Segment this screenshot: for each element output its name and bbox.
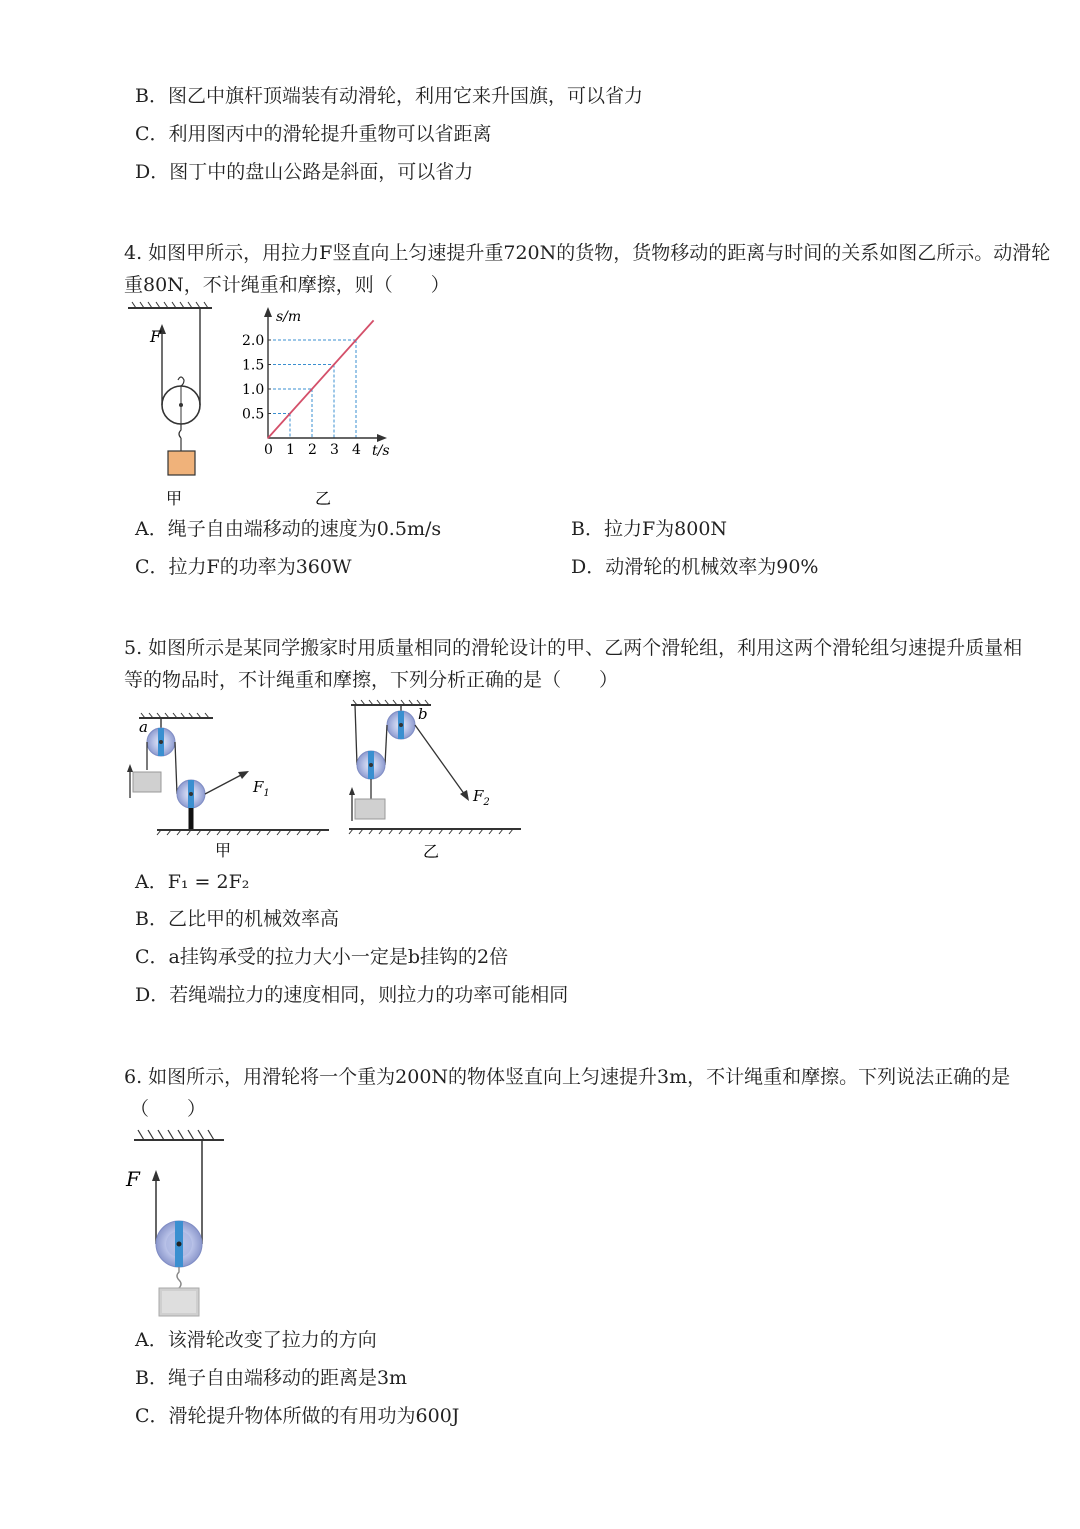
q5-fig-label-right: 乙 [423, 842, 440, 861]
q4-x-tick-label: 1 [286, 442, 295, 458]
q4-y-tick-label: 2.0 [242, 333, 265, 349]
q4-y-tick-label: 1.0 [242, 382, 265, 398]
q4-x-tick-label: 4 [352, 442, 361, 458]
q5-option-b: B．乙比甲的机械效率高 [135, 908, 339, 930]
q6-pulley-figure [120, 1120, 235, 1325]
q5-hook-a: a [139, 718, 148, 736]
q4-y-tick-label: 0.5 [242, 406, 265, 423]
q5-f2-label: $F_2$ [473, 787, 490, 808]
q4-option-b: B．拉力F为800N [571, 518, 728, 540]
q6-option-c: C．滑轮提升物体所做的有用功为600J [135, 1405, 460, 1427]
q6-stem-line2: （ ） [130, 1098, 207, 1120]
q4-series-line [268, 320, 374, 438]
q4-option-d: D．动滑轮的机械效率为90% [571, 556, 819, 578]
q4-data-point [355, 339, 357, 341]
q6-option-a: A．该滑轮改变了拉力的方向 [135, 1329, 377, 1351]
q6-stem-line1: 6. 如图所示，用滑轮将一个重为200N的物体竖直向上匀速提升3m，不计绳重和摩擦。下列说法正确的是 [124, 1066, 1011, 1088]
q6-option-b: B．绳子自由端移动的距离是3m [135, 1367, 408, 1389]
q5-stem-line2: 等的物品时，不计绳重和摩擦，下列分析正确的是（ ） [124, 669, 619, 691]
q4-x-tick-label: 0 [264, 442, 273, 458]
q5-fig-label-left: 甲 [215, 841, 232, 860]
q5-option-a: A．F₁ = 2F₂ [135, 871, 250, 893]
q6-force-label: F [126, 1167, 140, 1191]
q4-force-label: F [150, 327, 162, 346]
q3-option-c: C．利用图丙中的滑轮提升重物可以省距离 [135, 123, 492, 145]
q5-f1-label: $F_1$ [253, 778, 270, 799]
q4-y-axis-label: s/m [276, 309, 302, 325]
q4-stem-line1: 4. 如图甲所示，用拉力F竖直向上匀速提升重720N的货物，货物移动的距离与时间的关系如图乙所示。动滑轮 [124, 242, 1051, 264]
q5-pulley-system-yi [345, 697, 530, 865]
q4-st-chart [235, 305, 410, 510]
q4-option-c: C．拉力F的功率为360W [135, 556, 352, 578]
q4-fig-label-left: 甲 [166, 489, 183, 508]
q4-data-point [333, 364, 335, 366]
q5-option-c: C．a挂钩承受的拉力大小一定是b挂钩的2倍 [135, 946, 509, 968]
q3-option-b: B．图乙中旗杆顶端装有动滑轮，利用它来升国旗，可以省力 [135, 85, 643, 107]
q4-x-tick-label: 2 [308, 442, 317, 458]
q4-x-axis-label: t/s [372, 443, 390, 459]
q4-stem-line2: 重80N，不计绳重和摩擦，则（ ） [124, 274, 450, 296]
q4-data-point [311, 388, 313, 390]
q4-fig-label-right: 乙 [315, 489, 332, 508]
q5-stem-line1: 5. 如图所示是某同学搬家时用质量相同的滑轮设计的甲、乙两个滑轮组，利用这两个滑轮组匀速提升质量相 [124, 637, 1023, 659]
q5-option-d: D．若绳端拉力的速度相同，则拉力的功率可能相同 [135, 984, 569, 1006]
q4-data-point [267, 437, 269, 439]
q3-option-d: D．图丁中的盘山公路是斜面，可以省力 [135, 161, 474, 183]
q4-x-tick-label: 3 [330, 442, 339, 458]
q4-option-a: A．绳子自由端移动的速度为0.5m/s [135, 518, 442, 540]
q5-pulley-system-jia [125, 708, 335, 863]
q4-y-tick-label: 1.5 [242, 357, 265, 374]
q5-hook-b: b [418, 705, 428, 723]
q4-data-point [289, 413, 291, 415]
q4-pulley-figure [120, 300, 230, 515]
